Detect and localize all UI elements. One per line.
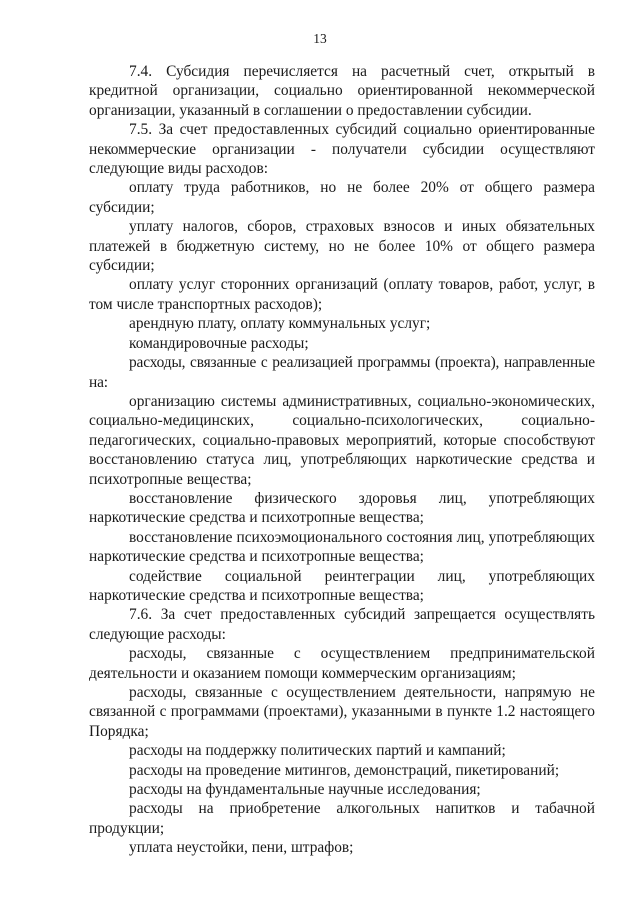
list-item-travel: командировочные расходы; bbox=[129, 334, 309, 352]
list-item-system-organization: организацию системы административных, социально-экономических, социально-медицинских, социально-психологических, социально-педагогических, социально-правовых мероприятий, которые способствуют восстановлению статуса лиц, употребляющих наркотические средства и психотропные вещества; bbox=[89, 392, 595, 488]
list-item-fundamental-research: расходы на фундаментальные научные исследования; bbox=[129, 781, 481, 799]
list-item-unrelated-activity: расходы, связанные с осуществлением деятельности, напрямую не связанной с программами (проектами), указанными в пункте 1.2 настоящего Порядка; bbox=[89, 684, 595, 740]
paragraph-7-5: 7.5. За счет предоставленных субсидий социально ориентированные некоммерческие организации - получатели субсидии осуществляют следующие виды расходов: bbox=[89, 121, 595, 178]
list-item-program-expenses: расходы, связанные с реализацией программы (проекта), направленные на: bbox=[89, 354, 595, 391]
list-item-physical-health: восстановление физического здоровья лиц, употребляющих наркотические средства и психотропные вещества; bbox=[89, 489, 595, 527]
list-item-political-support: расходы на поддержку политических партий и кампаний; bbox=[129, 742, 506, 760]
page-number: 13 bbox=[313, 31, 327, 46]
list-item-alcohol-tobacco: расходы на приобретение алкогольных напитков и табачной продукции; bbox=[89, 800, 595, 837]
list-item-taxes: уплату налогов, сборов, страховых взносов и иных обязательных платежей в бюджетную систему, но не более 10% от общего размера субсидии; bbox=[89, 218, 595, 275]
paragraph-7-4: 7.4. Субсидия перечисляется на расчетный счет, открытый в кредитной организации, социально ориентированной некоммерческой организации, указанный в соглашении о предоставлении субсидии. bbox=[89, 63, 595, 119]
document-body bbox=[89, 62, 595, 858]
list-item-rent-utilities: арендную плату, оплату коммунальных услуг; bbox=[129, 315, 431, 333]
list-item-third-party-services: оплату услуг сторонних организаций (оплату товаров, работ, услуг, в том числе транспортных расходов); bbox=[89, 276, 595, 313]
list-item-social-reintegration: содействие социальной реинтеграции лиц, употребляющих наркотические средства и психотропные вещества; bbox=[89, 567, 595, 604]
list-item-penalties: уплата неустойки, пени, штрафов; bbox=[129, 839, 354, 857]
list-item-psycho-emotional: восстановление психоэмоционального состояния лиц, употребляющих наркотические средства и психотропные вещества; bbox=[89, 528, 595, 566]
list-item-business-activity: расходы, связанные с осуществлением предпринимательской деятельности и оказанием помощи коммерческим организациям; bbox=[89, 645, 595, 682]
list-item-rallies: расходы на проведение митингов, демонстраций, пикетирований; bbox=[129, 761, 560, 779]
list-item-labor-pay: оплату труда работников, но не более 20% от общего размера субсидии; bbox=[89, 179, 595, 216]
paragraph-7-6: 7.6. За счет предоставленных субсидий запрещается осуществлять следующие расходы: bbox=[89, 606, 595, 643]
